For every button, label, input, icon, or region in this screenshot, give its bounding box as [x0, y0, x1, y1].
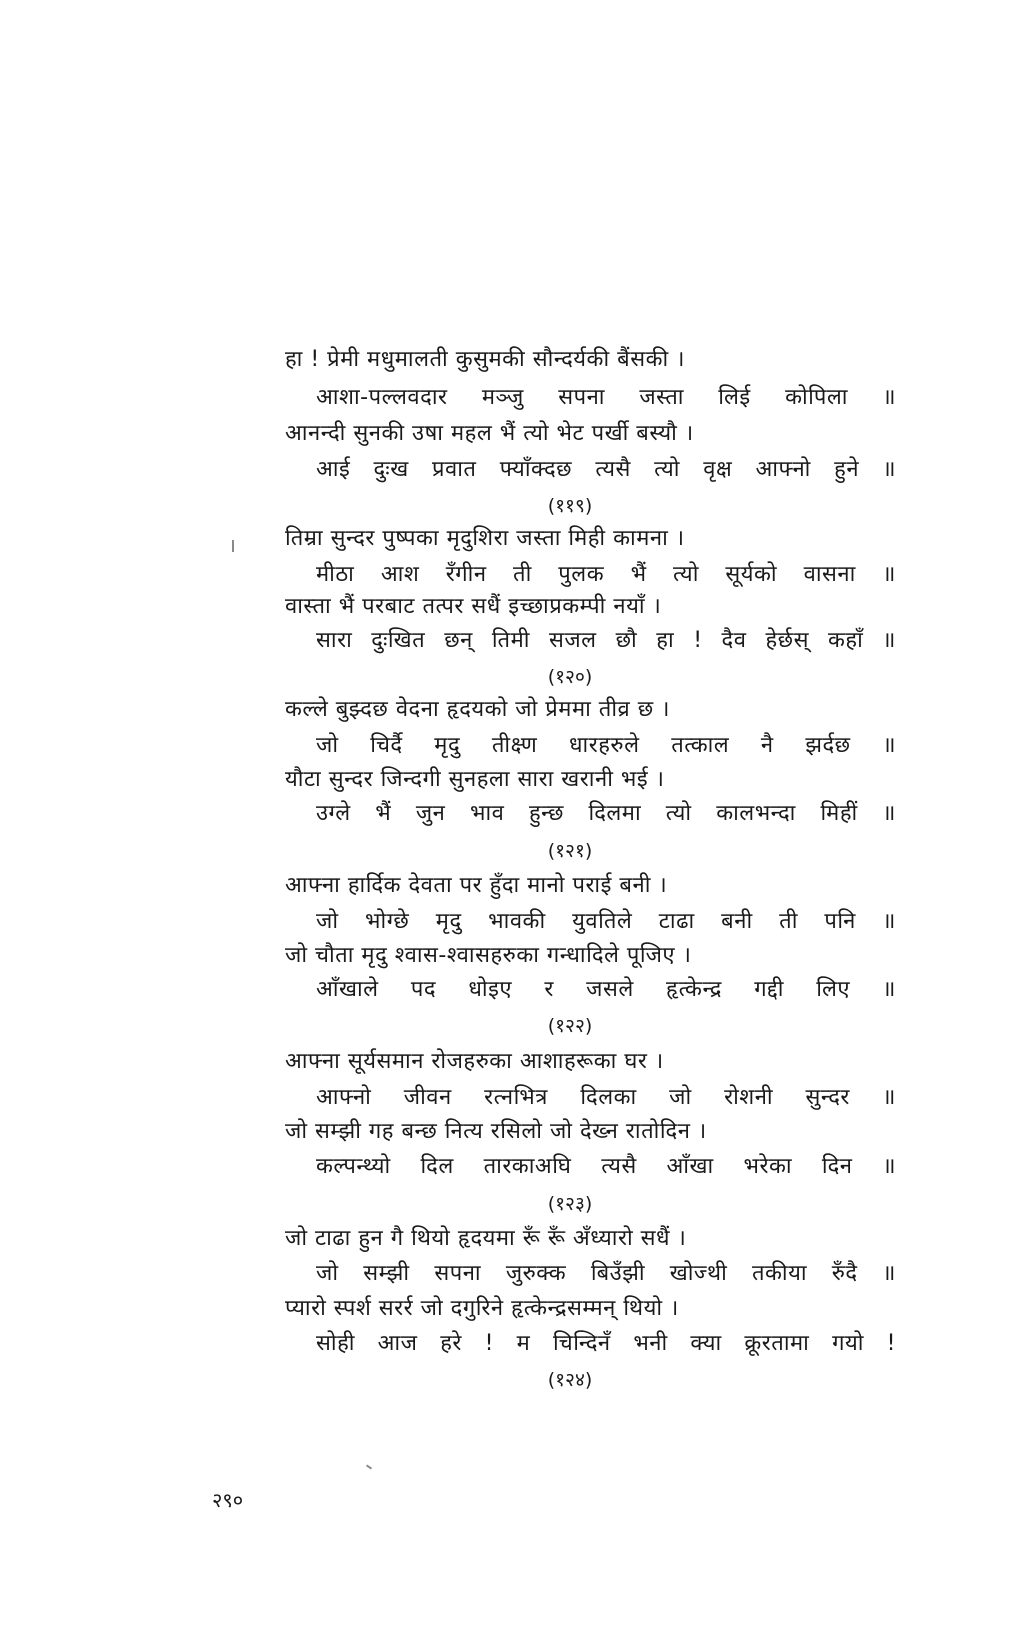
verse-line: जो भोग्छे मृदु भावकी युवतिले टाढा बनी ती पनि ॥: [316, 909, 896, 934]
verse-line: आफ्ना सूर्यसमान रोजहरुका आशाहरूका घर ।: [285, 1049, 664, 1074]
verse-line: आँखाले पद धोइए र जसले हृत्केन्द्र गद्दी लिए ॥: [316, 977, 896, 1002]
verse-line: हा ! प्रेमी मधुमालती कुसुमकी सौन्दर्यकी बैंसकी ।: [285, 347, 686, 372]
verse-number: (१२२): [547, 1015, 593, 1037]
verse-line: आशा-पल्लवदार मञ्जु सपना जस्ता लिई कोपिला ॥: [316, 385, 896, 410]
verse-line: आफ्ना हार्दिक देवता पर हुँदा मानो पराई बनी ।: [285, 873, 668, 898]
verse-line: सारा दुःखित छन् तिमी सजल छौ हा ! दैव हेर्छस् कहाँ ॥: [316, 628, 896, 653]
verse-line: जो चिर्दै मृदु तीक्ष्ण धारहरुले तत्काल नै झर्दछ ॥: [316, 733, 896, 758]
verse-number: (११९): [547, 495, 593, 517]
verse-number: (१२०): [547, 666, 593, 688]
scan-artifact: [366, 1464, 372, 1469]
verse-line: यौटा सुन्दर जिन्दगी सुनहला सारा खरानी भई ।: [285, 767, 665, 792]
verse-line: कल्पन्थ्यो दिल तारकाअघि त्यसै आँखा भरेका दिन ॥: [316, 1154, 896, 1179]
verse-line: आफ्नो जीवन रत्नभित्र दिलका जो रोशनी सुन्दर ॥: [316, 1085, 896, 1110]
verse-line: तिम्रा सुन्दर पुष्पका मृदुशिरा जस्ता मिही कामना ।: [285, 526, 685, 551]
page-number: २९०: [212, 1488, 244, 1512]
verse-line: जो टाढा हुन गै थियो हृदयमा रूँ रूँ अँध्यारो सधैं ।: [285, 1226, 687, 1251]
verse-line: प्यारो स्पर्श सरर्र जो दगुरिने हृत्केन्द्रसम्मन् थियो ।: [285, 1296, 679, 1321]
verse-line: वास्ता भैं परबाट तत्पर सधैं इच्छाप्रकम्पी नयाँ ।: [285, 594, 662, 619]
verse-line: मीठा आश रँगीन ती पुलक भैं त्यो सूर्यको वासना ॥: [316, 562, 896, 587]
verse-line: कल्ले बुझ्दछ वेदना हृदयको जो प्रेममा तीव्र छ ।: [285, 697, 671, 722]
verse-line: उग्ले भैं जुन भाव हुन्छ दिलमा त्यो कालभन्दा मिहीं ॥: [316, 801, 896, 826]
scan-artifact: [232, 540, 234, 552]
verse-line: जो सम्झी गह बन्छ नित्य रसिलो जो देख्न रातोदिन ।: [285, 1119, 707, 1144]
verse-line: सोही आज हरे ! म चिन्दिनँ भनी क्या क्रूरतामा गयो !: [316, 1331, 896, 1356]
verse-number: (१२४): [547, 1369, 593, 1391]
verse-number: (१२१): [547, 840, 593, 862]
verse-number: (१२३): [547, 1193, 593, 1215]
verse-line: जो सम्झी सपना जुरुक्क बिउँझी खोज्थी तकीया रुँदै ॥: [316, 1261, 896, 1286]
verse-line: जो चौता मृदु श्वास-श्वासहरुका गन्धादिले पूजिए ।: [285, 943, 692, 968]
verse-line: आनन्दी सुनकी उषा महल भैं त्यो भेट पर्खी बस्यौ ।: [285, 421, 694, 446]
verse-line: आई दुःख प्रवात फ्याँक्दछ त्यसै त्यो वृक्ष आफ्नो हुने ॥: [316, 457, 896, 482]
